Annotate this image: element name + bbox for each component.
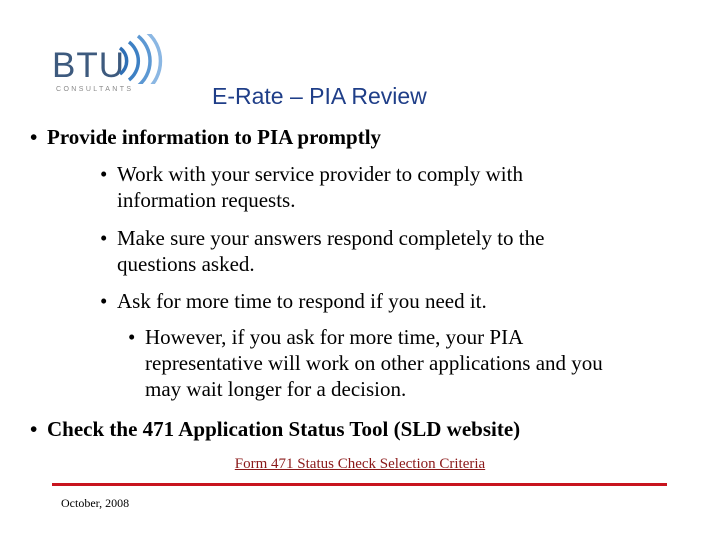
bullet-marker: • [128, 325, 136, 349]
footer-date: October, 2008 [61, 496, 130, 510]
bullet-text: Ask for more time to respond if you need it. [117, 289, 487, 313]
bullet-marker: • [30, 417, 38, 441]
company-logo [52, 34, 182, 94]
footer-divider [52, 483, 667, 486]
slide-title: E-Rate – PIA Review [212, 83, 427, 109]
bullet-marker: • [30, 125, 38, 149]
status-criteria-link[interactable]: Form 471 Status Check Selection Criteria [234, 456, 486, 472]
bullet-text: Make sure your answers respond completely to the questions asked. [117, 226, 545, 276]
bullet-text: However, if you ask for more time, your PIA representative will work on other applications and you may wait longer for a decision. [145, 325, 603, 401]
signal-waves-icon [112, 34, 172, 84]
bullet-text: Work with your service provider to comply with information requests. [117, 162, 523, 212]
bullet-text: Provide information to PIA promptly [47, 125, 382, 149]
logo-wordmark: BTU [52, 46, 125, 85]
bullet-marker: • [100, 289, 108, 313]
bullet-marker: • [100, 226, 108, 250]
logo-subtitle: CONSULTANTS [56, 86, 134, 93]
bullet-marker: • [100, 162, 108, 186]
bullet-text: Check the 471 Application Status Tool (SLD website) [47, 417, 521, 441]
